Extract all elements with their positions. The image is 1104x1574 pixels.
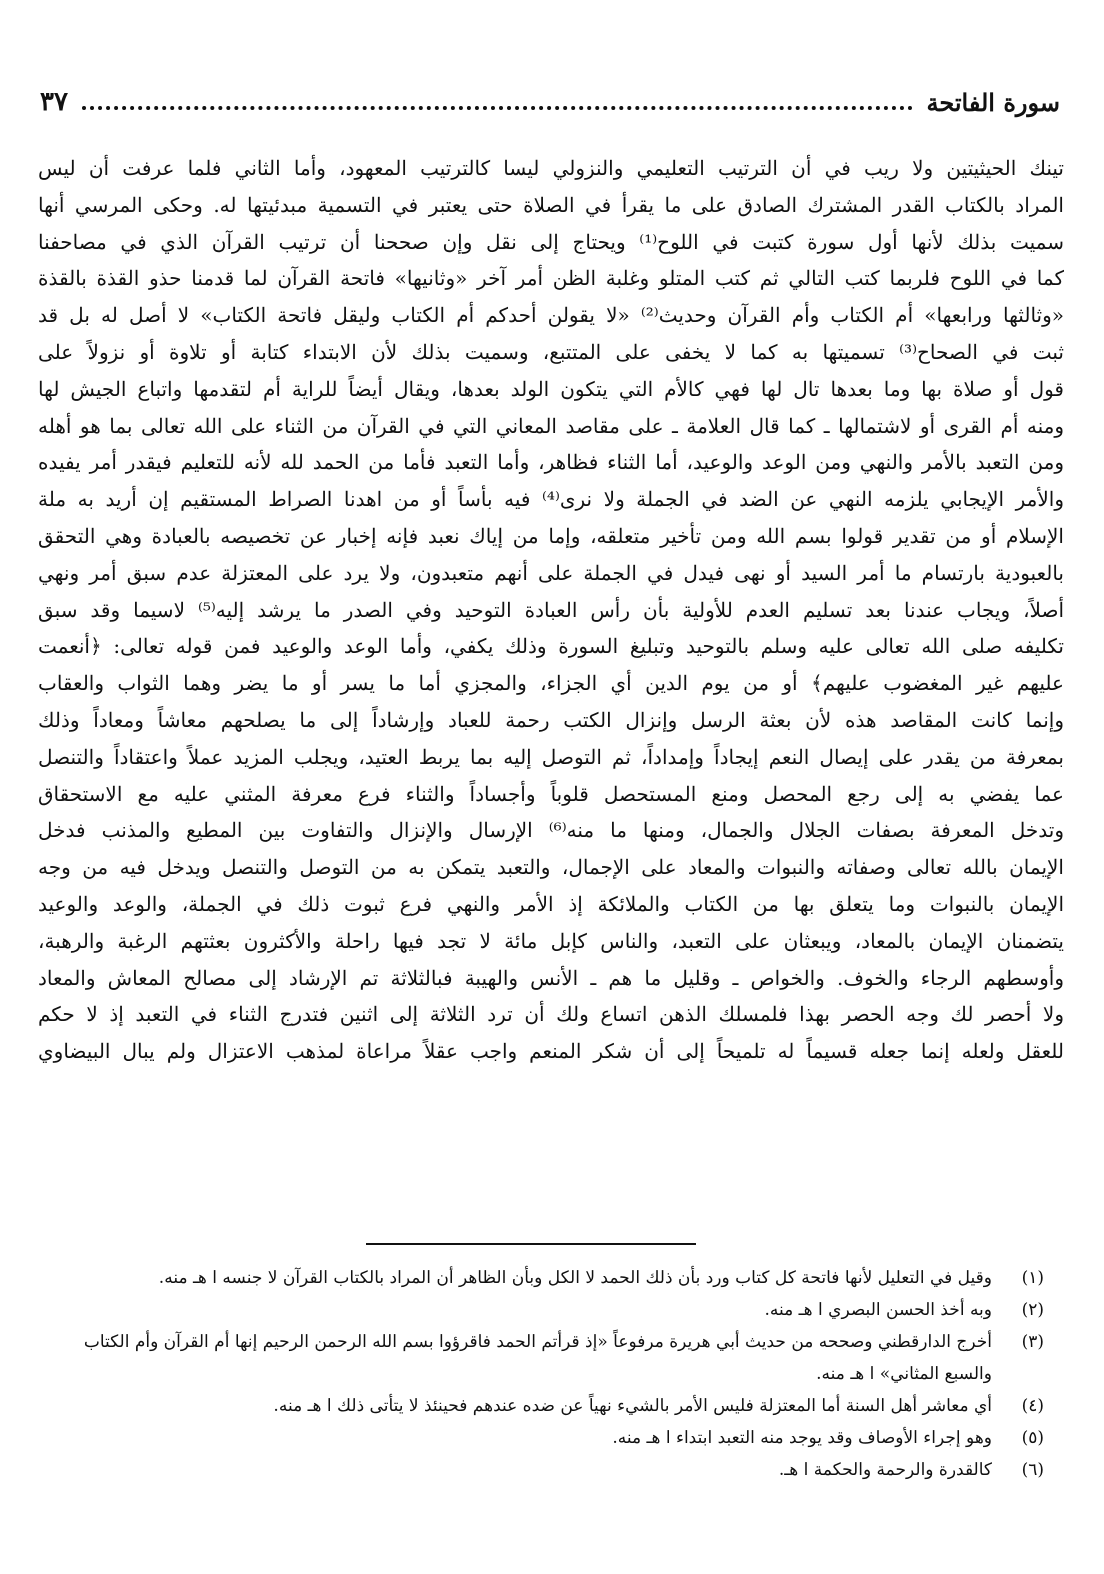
footnote-text: وقيل في التعليل لأنها فاتحة كل كتاب ورد بأن ذلك الحمد لا الكل وبأن الظاهر أن المراد بالكتاب القرآن لا جنسه ا هـ منه. [158, 1268, 992, 1288]
footnote-separator [366, 1243, 696, 1245]
footnote-number: (٢) [1021, 1300, 1044, 1320]
text-line: كما في اللوح فلربما كتب التالي ثم كتب المتلو وغلبة الظن أمر آخر «وثانيها» فاتحة القرآن لما قدمنا حذو القذة بالقذة [38, 266, 1064, 291]
footnote-number: (٤) [1021, 1396, 1044, 1416]
footnote-text: أخرج الدارقطني وصححه من حديث أبي هريرة مرفوعاً «إذ قرأتم الحمد فاقرؤوا بسم الله الرحمن الرحيم إنها أم القرآن وأم الكتاب والسبع المثاني» ا هـ منه. [83, 1332, 992, 1384]
text-line: وإنما كانت المقاصد هذه لأن بعثة الرسل وإنزال الكتب رحمة للعباد وإرشاداً إلى ما يصلحهم معاشاً ومعاداً وذلك [38, 707, 1064, 732]
text-line: ثبت في الصحاح⁽³⁾ تسميتها به كما لا يخفى على المتتبع، وسميت بذلك لأن الابتداء كتابة أو تلاوة أو نزولاً على [38, 339, 1064, 364]
text-line: تينك الحيثيتين ولا ريب في أن الترتيب التعليمي والنزولي ليسا كالترتيب المعهود، وأما الثاني فلما عرفت أن ليس [38, 156, 1064, 180]
text-line: أصلاً، ويجاب عندنا بعد تسليم العدم للأولية بأن رأس العبادة التوحيد وفي الصدر ما يرشد إليه⁽⁵⁾ لاسيما وقد سبق [38, 597, 1064, 622]
text-line: المراد بالكتاب القدر المشترك الصادق على ما يقرأ في الصلاة حتى يعتبر في التسمية مبدئيتها له. وحكى المرسي أنها [38, 192, 1064, 217]
footnote [70, 1390, 1044, 1422]
text-line: تكليفه صلى الله تعالى عليه وسلم بالتوحيد وتبليغ السورة وذلك يكفي، وأما الوعد والوعيد فمن قوله تعالى: ﴿أنعمت [38, 634, 1064, 659]
text-line: ومنه أم القرى أو لاشتمالها ـ كما قال العلامة ـ على مقاصد المعاني التي في القرآن من الثناء على الله تعالى بما هو أهله [38, 413, 1064, 438]
footnote [70, 1294, 1044, 1326]
footnote-number: (٣) [1021, 1332, 1044, 1352]
text-line: بالعبودية بارتسام ما أمر السيد أو نهى فيدل في الجملة على أنهم متعبدون، ولا يرد على المعتزلة عدم سبق أمر ونهي [38, 560, 1064, 585]
text-line: والأمر الإيجابي يلزمه النهي عن الضد في الجملة ولا نرى⁽⁴⁾ فيه بأساً أو من اهدنا الصراط المستقيم إن أريد به ملة [38, 487, 1064, 512]
main-text [38, 150, 1064, 1070]
footnote [70, 1262, 1044, 1294]
footnote-text: كالقدرة والرحمة والحكمة ا هـ. [778, 1460, 992, 1480]
footnote-number: (٦) [1021, 1460, 1044, 1480]
text-line: الإيمان بالنبوات وما يتعلق بها من الكتاب والملائكة إذ الأمر والنهي فرع ثبوت ذلك في الجملة، والوعد والوعيد [38, 891, 1064, 916]
text-line: ولا أحصر لك وجه الحصر بهذا فلمسلك الذهن اتساع ولك أن ترد الثلاثة إلى اثنين فتدرج الثناء في التعبد إذ لا حكم [38, 1002, 1064, 1027]
text-line: بمعرفة من يقدر على إيصال النعم إيجاداً وإمداداً، ثم التوصل إليه بما يربط العتيد، ويجلب المزيد عملاً واعتقاداً والتنصل [38, 744, 1064, 769]
footnote-text: وهو إجراء الأوصاف وقد يوجد منه التعبد ابتداء ا هـ منه. [612, 1428, 992, 1448]
leader-dots [82, 106, 913, 110]
footnotes [70, 1262, 1044, 1486]
text-line: سميت بذلك لأنها أول سورة كتبت في اللوح⁽¹⁾ ويحتاج إلى نقل وإن صححنا أن ترتيب القرآن الذي في مصاحفنا [38, 229, 1064, 254]
footnote [70, 1326, 1044, 1390]
page-number: ٣٧ [40, 87, 68, 117]
text-line: الإسلام أو من تقدير قولوا بسم الله ومن تأخير متعلقه، وإما من إياك نعبد فإنه إخبار عن تخصيصه بالعبادة وهي التحقق [38, 523, 1064, 548]
footnote [70, 1454, 1044, 1486]
text-line: عما يفضي به إلى رجع المحصل ومنع المستحصل قلوباً وأجساداً والثناء فرع معرفة المثني عليه مع الاستحقاق [38, 781, 1064, 806]
text-line: الإيمان بالله تعالى وصفاته والنبوات والمعاد على الإجمال، والتعبد يتمكن به من التوصل والتنصل ويدخل فيه من وجه [38, 855, 1064, 880]
text-line: وأوسطهم الرجاء والخوف. والخواص ـ وقليل ما هم ـ الأنس والهيبة فبالثلاثة تم الإرشاد إلى مصالح المعاش والمعاد [38, 965, 1064, 990]
text-line: يتضمنان الإيمان بالمعاد، ويبعثان على التعبد، والناس كإبل مائة لا تجد فيها راحلة والأكثرون بعثتهم الرغبة والرهبة، [38, 928, 1064, 953]
text-line: «وثالثها ورابعها» أم الكتاب وأم القرآن وحديث⁽²⁾ «لا يقولن أحدكم أم الكتاب وليقل فاتحة الكتاب» لا أصل له بل قد [38, 303, 1064, 328]
footnote-text: وبه أخذ الحسن البصري ا هـ منه. [764, 1300, 992, 1320]
footnote-number: (٥) [1021, 1428, 1044, 1448]
footnote [70, 1422, 1044, 1454]
text-line: ومن التعبد بالأمر والنهي ومن الوعد والوعيد، أما الثناء فظاهر، وأما التعبد فأما من الحمد لله لأنه للتعليم فيقدر أمر يفيده [38, 450, 1064, 475]
text-line: عليهم غير المغضوب عليهم﴾ أو من يوم الدين أي الجزاء، والمجزي أما ما يسر أو ما يضر وهما الثواب والعقاب [38, 671, 1064, 696]
footnote-text: أي معاشر أهل السنة أما المعتزلة فليس الأمر بالشيء نهياً عن ضده عندهم فحينئذ لا يتأتى ذلك ا هـ منه. [273, 1396, 992, 1416]
running-header [40, 82, 1060, 122]
footnote-number: (١) [1021, 1268, 1044, 1288]
chapter-title: سورة الفاتحة [926, 87, 1060, 117]
text-line: للعقل ولعله إنما جعله قسيماً له تلميحاً إلى أن شكر المنعم واجب عقلاً مراعاة لمذهب الاعتزال ولم يبال البيضاوي [38, 1039, 1064, 1064]
text-line: قول أو صلاة بها وما بعدها تال لها فهي كالأم التي يتكون الولد بعدها، ويقال أيضاً للراية أم لتقدمها واتباع الجيش لها [38, 376, 1064, 401]
text-line: وتدخل المعرفة بصفات الجلال والجمال، ومنها ما منه⁽⁶⁾ الإرسال والإنزال والتفاوت بين المطيع والمذنب فدخل [38, 818, 1064, 843]
